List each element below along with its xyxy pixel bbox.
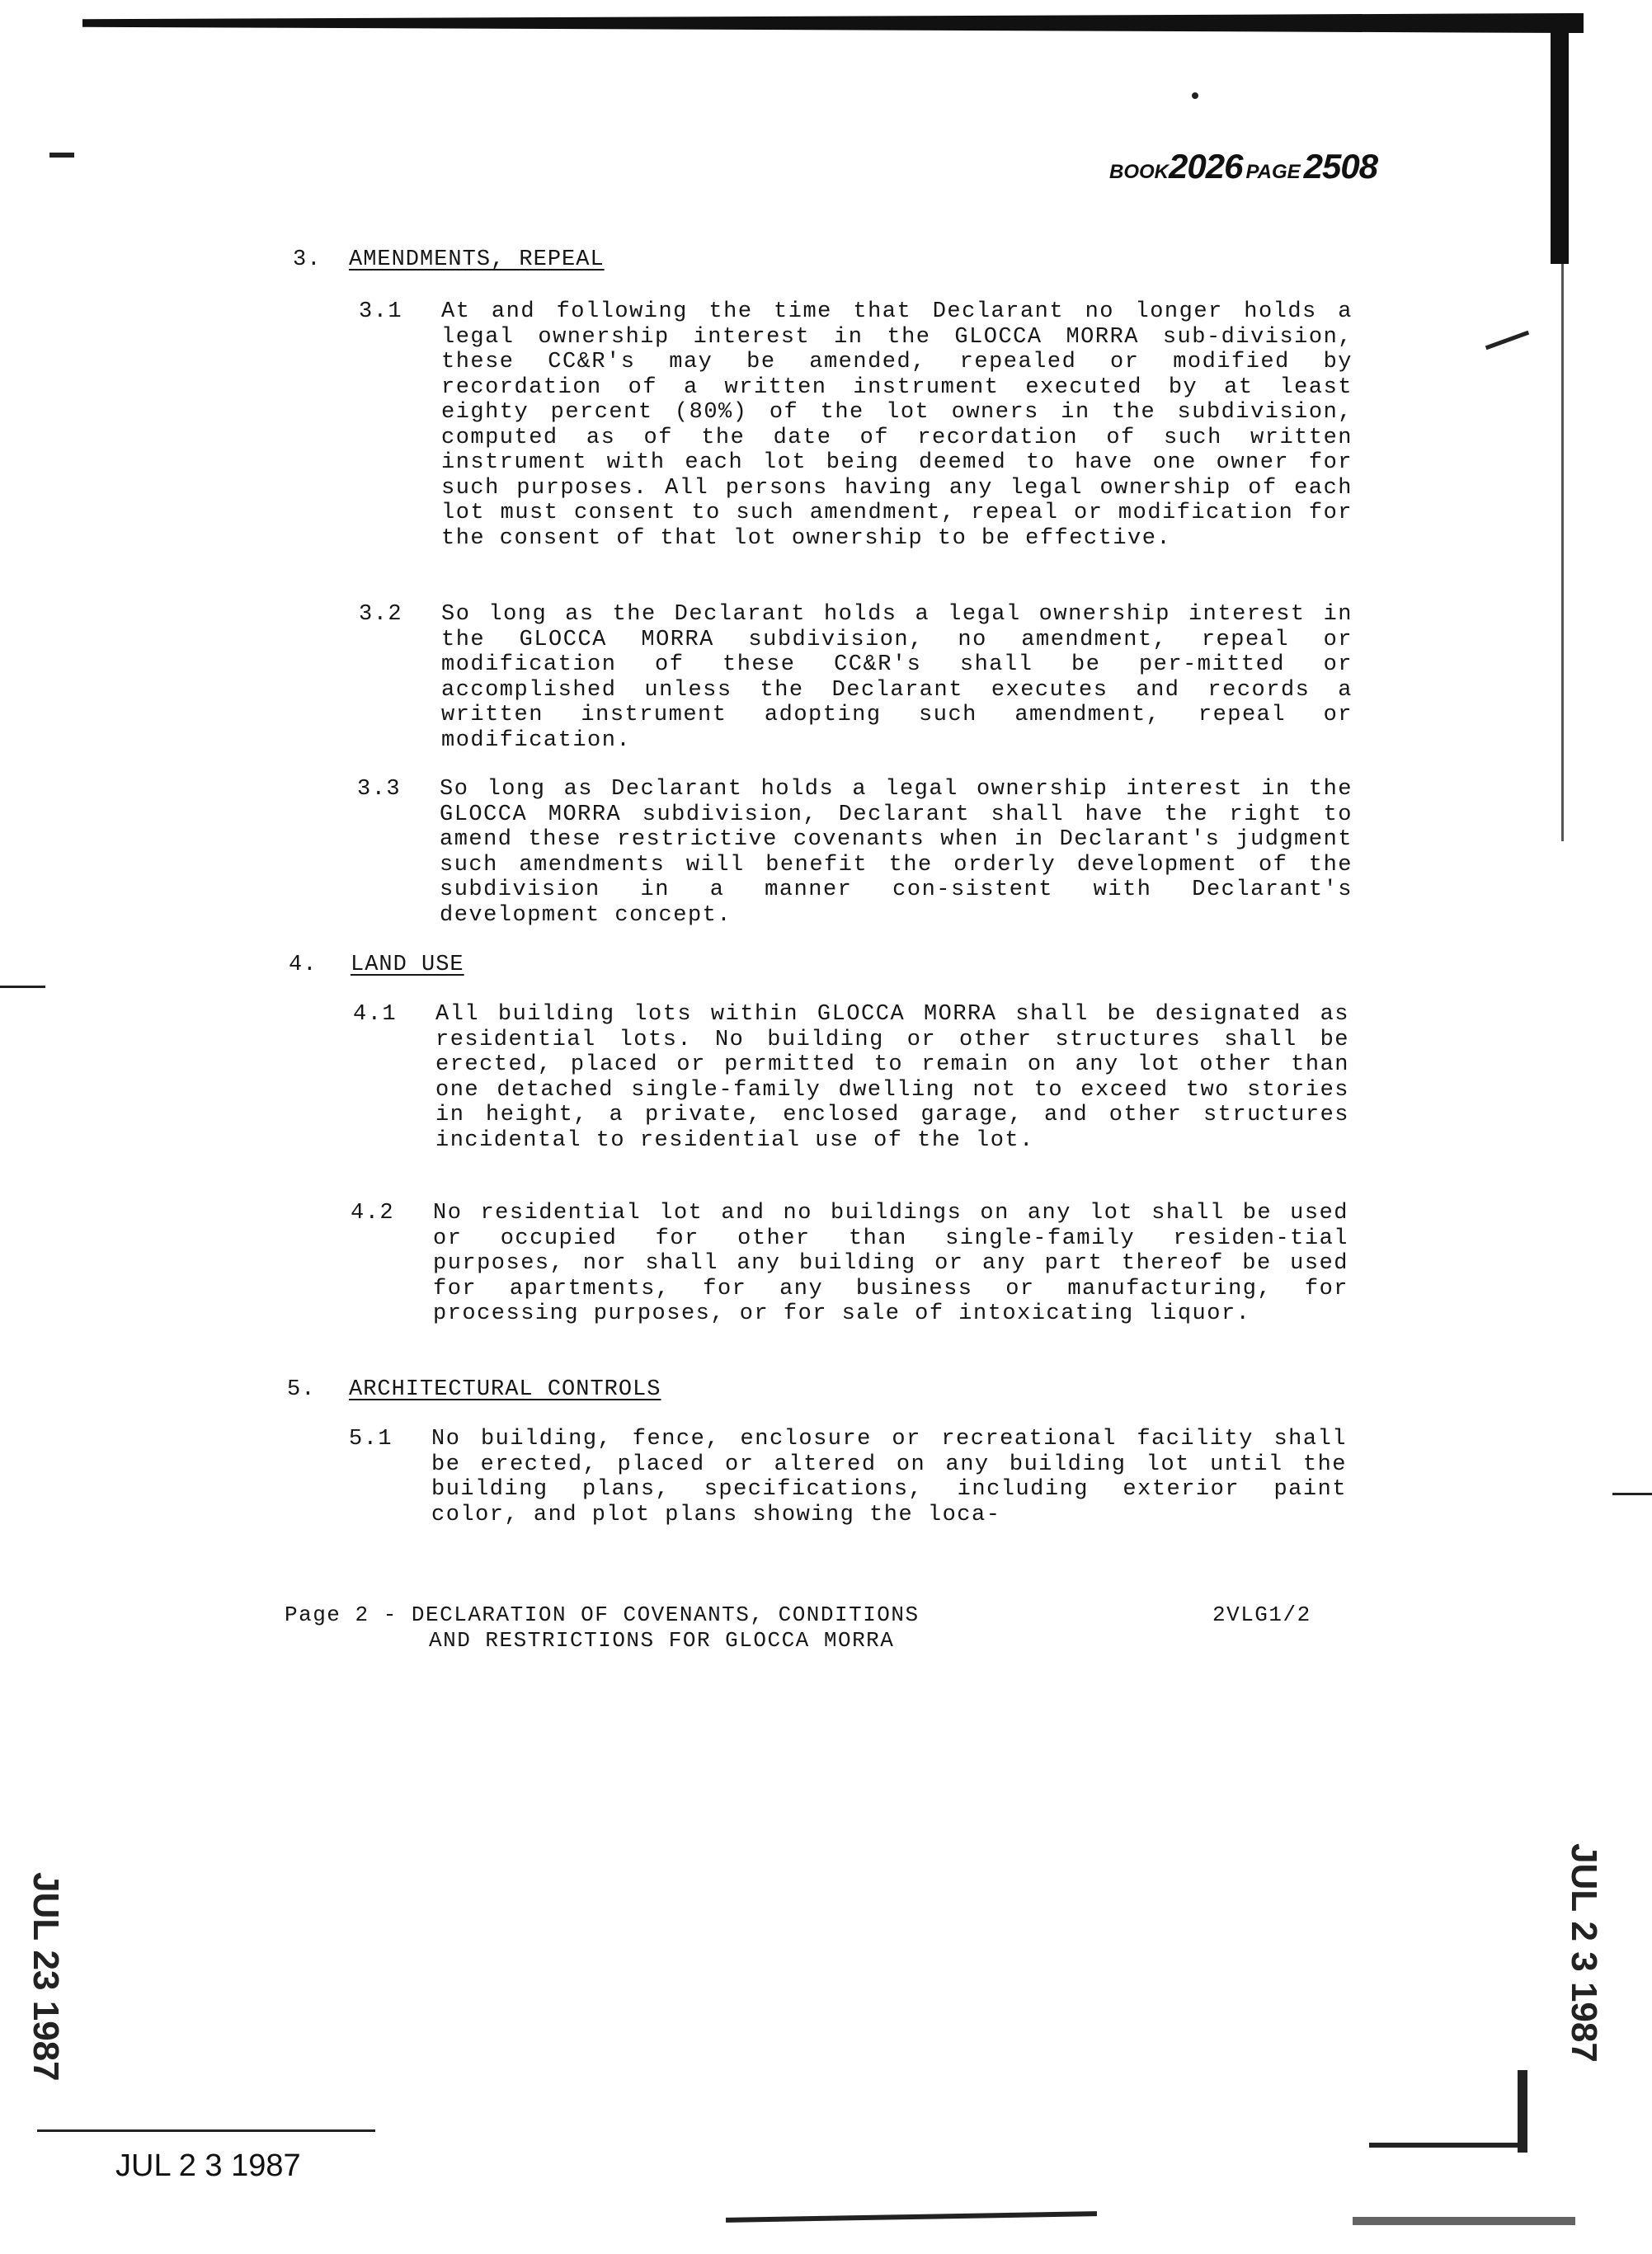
paragraph-text: No residential lot and no buildings on any lot shall be used or occupied for other than single-family residen-tial purposes, nor shall any building or any part thereof be used for apartments, for any business or manufacturing, for processing purposes, or for sale of intoxicating liquor.	[433, 1201, 1348, 1326]
scan-mark	[49, 153, 74, 158]
scan-mark	[726, 2211, 1097, 2223]
section-number: 5.	[287, 1377, 316, 1402]
scan-mark	[37, 2129, 375, 2132]
book-page-reference	[1109, 147, 1377, 186]
section-heading	[287, 1377, 661, 1402]
scan-mark	[1369, 2143, 1526, 2148]
section-number: 3.	[293, 247, 322, 272]
section-number: 4.	[289, 953, 318, 977]
scan-right-edge	[1551, 16, 1569, 264]
section-heading	[293, 247, 605, 272]
scan-top-edge	[82, 13, 1584, 33]
paragraph-text: All building lots within GLOCCA MORRA shall be designated as residential lots. No building or other structures shall be erected, placed or permitted to remain on any lot other than one detached single-family dwelling not to exceed two stories in height, a private, enclosed garage, and other structures incidental to residential use of the lot.	[435, 1002, 1349, 1153]
paragraph	[349, 1427, 1347, 1527]
paragraph-number: 3.3	[357, 777, 402, 802]
paragraph-number: 4.1	[353, 1002, 398, 1027]
paragraph	[351, 1201, 1348, 1327]
scan-mark	[1612, 1493, 1652, 1495]
page-label: PAGE	[1245, 161, 1301, 183]
scan-right-edge-line	[1561, 264, 1564, 841]
section-title: LAND USE	[351, 953, 464, 977]
paragraph	[359, 299, 1353, 551]
scan-mark	[1485, 331, 1529, 351]
paragraph-number: 4.2	[351, 1201, 395, 1226]
paragraph-text: No building, fence, enclosure or recreational facility shall be erected, placed or altered on any building lot until the building plans, specifications, including exterior paint color, and plot plans showing the loca-	[431, 1427, 1347, 1527]
scan-mark	[1353, 2217, 1575, 2225]
paragraph-text: So long as the Declarant holds a legal ownership interest in the GLOCCA MORRA subdivision, no amendment, repeal or modification of these CC&R's shall be per-mitted or accomplished unless the Declarant executes and records a written instrument adopting such amendment, repeal or modification.	[441, 602, 1353, 753]
scan-mark	[1192, 92, 1198, 99]
footer-line: AND RESTRICTIONS FOR GLOCCA MORRA	[429, 1628, 895, 1653]
paragraph-text: At and following the time that Declarant no longer holds a legal ownership interest in the GLOCCA MORRA sub-division, these CC&R's may be amended, repealed or modified by recordation of a written instrument executed by at least eighty percent (80%) of the lot owners in the subdivision, computed as of the date of recordation of such written instrument with each lot being deemed to have one owner for such purposes. All persons having any legal ownership of each lot must consent to such amendment, repeal or modification for the consent of that lot ownership to be effective.	[441, 299, 1353, 551]
book-number: 2026	[1169, 147, 1243, 186]
paragraph-number: 5.1	[349, 1427, 393, 1452]
paragraph-number: 3.2	[359, 602, 403, 627]
section-title: ARCHITECTURAL CONTROLS	[349, 1377, 661, 1402]
page-footer	[285, 1602, 920, 1654]
scan-mark	[1518, 2070, 1527, 2153]
section-title: AMENDMENTS, REPEAL	[349, 247, 605, 272]
paragraph-text: So long as Declarant holds a legal ownership interest in the GLOCCA MORRA subdivision, Declarant shall have the right to amend these restrictive covenants when in Declarant's judgment such amendments will benefit the orderly development of the subdivision in a manner con-sistent with Declarant's development concept.	[440, 777, 1353, 928]
paragraph-number: 3.1	[359, 299, 403, 324]
document-code: 2VLG1/2	[1212, 1602, 1311, 1627]
date-stamp-vertical: JUL 2 3 1987	[1564, 1843, 1604, 2063]
section-heading	[289, 953, 464, 977]
footer-line: Page 2 - DECLARATION OF COVENANTS, CONDITIONS	[285, 1602, 920, 1627]
date-stamp: JUL 2 3 1987	[115, 2148, 301, 2183]
paragraph	[357, 777, 1353, 928]
date-stamp-vertical: JUL 23 1987	[26, 1872, 66, 2082]
paragraph	[353, 1002, 1349, 1153]
book-label: BOOK	[1109, 161, 1169, 183]
scan-mark	[0, 986, 45, 988]
page-number: 2508	[1303, 147, 1378, 186]
paragraph	[359, 602, 1353, 753]
